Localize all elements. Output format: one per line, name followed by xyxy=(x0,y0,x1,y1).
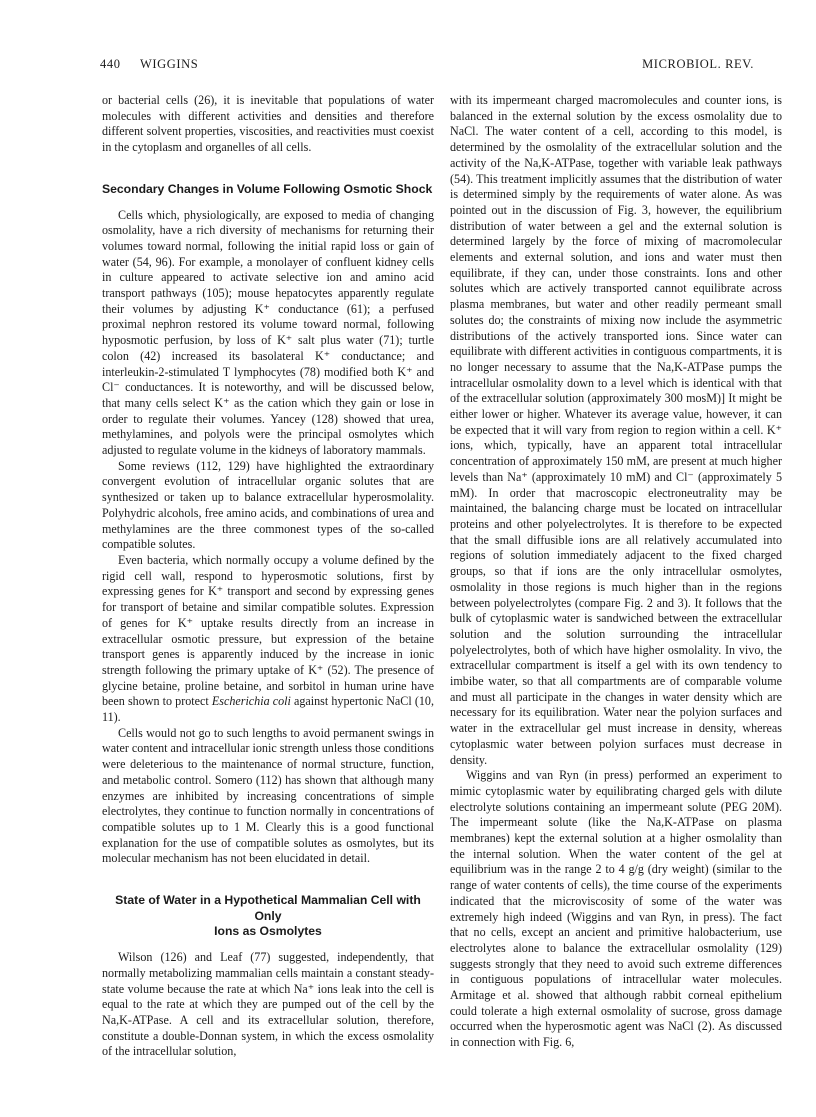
species-name: Escherichia coli xyxy=(211,694,291,709)
running-author: WIGGINS xyxy=(140,57,199,71)
journal-name: MICROBIOL. REV. xyxy=(642,57,754,71)
heading-line: Ions as Osmolytes xyxy=(214,924,322,939)
paragraph: with its impermeant charged macromolecules and counter ions, is balanced in the external solution by the excess osmolality due to NaCl. The water content of a cell, according to this model, is determined by the osmolality of the extracellular solution and the activity of the Na,K-ATPase, together with variable leak pathways (54). This treatment implicitly assumes that the distribution of water is determined simply by the requirements of water alone. As was pointed out in the discussion of Fig. 3, however, the equilibrium distribution of water between a gel and the external solution is determined largely by the force of mixing of macromolecular elements and external solution, and ions and water must then equilibrate, if they can, under those constraints. Ions and other solutes which are actively transported cannot equilibrate across plasma membranes, but water and other readily permeant small solutes do; the constraints of mixing now include the asymmetric distributions of the actively transported ions. Since water can equilibrate with different activities in contiguous compartments, it is no longer necessary to assume that the Na,K-ATPase pumps the intracellular osmolality down to a level which is identical with that of the extracellular solution (approximately 300 mosM)] It might be either lower or higher. Whatever its average value, however, it can be expected that it will vary from region to region within a cell. K⁺ ions, which, typically, have an apparent total intracellular concentration of approximately 150 mM, are present at much higher levels than Na⁺ (approximately 10 mM) and Cl⁻ (approximately 5 mM). In order that macroscopic electroneutrality may be maintained, the balancing charge must be located on intracellular proteins and other polyelectrolytes. It is therefore to be expected that the small diffusible ions are all relatively accumulated into regions of solution immediately adjacent to the fixed charged groups, so that if ions are the only intracellular osmolytes, osmolality in those regions is much higher than in the regions between polyelectrolytes (compare Fig. 2 and 3). It follows that the bulk of cytoplasmic water is sandwiched between the extracellular solution and the solution surrounding the intracellular polyelectrolytes, both of which have higher osmolality. In vivo, the extracellular compartment is itself a gel with its own tendency to imbibe water, so that all compartments are of comparable volume and must all participate in the changes in water density which are necessary for its equilibration. Water near the polyion surfaces and water in the extracellular gel must increase in density, whereas cytoplasmic water between polyion surfaces must decrease in density. xyxy=(450,93,782,767)
text-run: Even bacteria, which normally occupy a volume defined by the rigid cell wall, respond to hyperosmotic solutions, first by expressing genes for K⁺ transport and second by expressing genes for transport of betaine and similar compatible solutes. Expression of genes for K⁺ uptake results directly from an increase in extracellular osmotic pressure, but expression of the betaine transport genes is apparently induced by the increase in ionic strength following the primary uptake of K⁺ (52). The presence of glycine betaine, proline betaine, and sorbitol in human urine have been shown to protect xyxy=(102,552,434,709)
paragraph: Some reviews (112, 129) have highlighted the extraordinary convergent evolution of intracellular organic solutes that are synthesized or taken up to balance extracellular hyperosmolality. Polyhydric alcohols, free amino acids, and combinations of urea and methylamines are the three commonest types of the so-called compatible solutes. xyxy=(102,458,434,552)
heading-line: State of Water in a Hypothetical Mammalian Cell with Only xyxy=(115,893,421,923)
text-run: against hypertonic NaCl (10, 11). xyxy=(102,694,434,725)
paragraph xyxy=(102,553,434,726)
right-column xyxy=(450,93,782,1051)
paragraph: Wiggins and van Ryn (in press) performed an experiment to mimic cytoplasmic water by equilibrating charged gels with dilute electrolyte solutions containing an impermeant solute (PEG 20M). The impermeant solute (like the Na,K-ATPase on plasma membranes) kept the external solution at a higher osmolality than the internal solution. When the water content of the gel at equilibrium was in the range 2 to 4 g/g (dry weight) (similar to the range of water contents of cells), the time course of the experiments indicated that the microviscosity of some of the water was extremely high indeed (Wiggins and van Ryn, in press). The fact that no cells, except an ancient and primitive halobacterium, use electrolytes alone to balance the extracellular osmolality (129) suggests strongly that they need to avoid such extreme differences in contiguous populations of intracellular water molecules. Armitage et al. showed that although rabbit corneal epithelium could tolerate a high external osmolality of sucrose, gross damage occurred when the hyperosmotic agent was NaCl (2). As discussed in connection with Fig. 6, xyxy=(450,768,782,1050)
left-column xyxy=(102,93,434,1060)
section-heading-secondary-changes: Secondary Changes in Volume Following Osmotic Shock xyxy=(102,181,433,196)
paragraph: Wilson (126) and Leaf (77) suggested, independently, that normally metabolizing mammalian cells maintain a constant steady-state volume because the rate at which Na⁺ ions leak into the cell is equal to the rate at which they are pumped out of the cell by the Na,K-ATPase. A cell and its extracellular solution, therefore, constitute a double-Donnan system, in which the excess osmolality of the intracellular solution, xyxy=(102,950,434,1059)
paragraph: Cells which, physiologically, are exposed to media of changing osmolality, have a rich diversity of mechanisms for returning their volumes toward normal, following the initial rapid loss or gain of water (54, 96). For example, a monolayer of confluent kidney cells in culture appeared to activate selective ion and amino acid transport pathways (105); mouse hepatocytes apparently regulate their volumes by adjusting K⁺ conductance (61); a perfused proximal nephron restored its volume toward normal, following hyposmotic perfusion, by loss of K⁺ salt plus water (71); turtle colon (42) increased its basolateral K⁺ conductance; and interleukin-2-stimulated T lymphocytes (78) modified both K⁺ and Cl⁻ conductances. It is noteworthy, and will be discussed below, that many cells select K⁺ as the cation which they gain or lose in order to regulate their volumes. Yancey (128) showed that urea, methylamines, and polyols were the principal osmolytes which adjusted to regulate volume in the kidneys of laboratory mammals. xyxy=(102,207,434,458)
paragraph: or bacterial cells (26), it is inevitable that populations of water molecules with different activities and densities and therefore different solvent properties, viscosities, and reactivities must coexist in the cytoplasm and organelles of all cells. xyxy=(102,93,434,155)
section-heading-state-of-water xyxy=(102,893,434,940)
page-number: 440 xyxy=(100,57,121,71)
paragraph: Cells would not go to such lengths to avoid permanent swings in water content and intracellular ionic strength unless those conditions were deleterious to the maintenance of normal structure, function, and metabolic control. Somero (112) has shown that although many enzymes are inhibited by increasing concentrations of simple electrolytes, they continue to function normally in concentrations of compatible solutes up to 1 M. Clearly this is a good functional explanation for the use of compatible solutes as osmolytes, but its molecular mechanism has not been elucidated in detail. xyxy=(102,725,434,866)
running-header xyxy=(100,57,756,75)
